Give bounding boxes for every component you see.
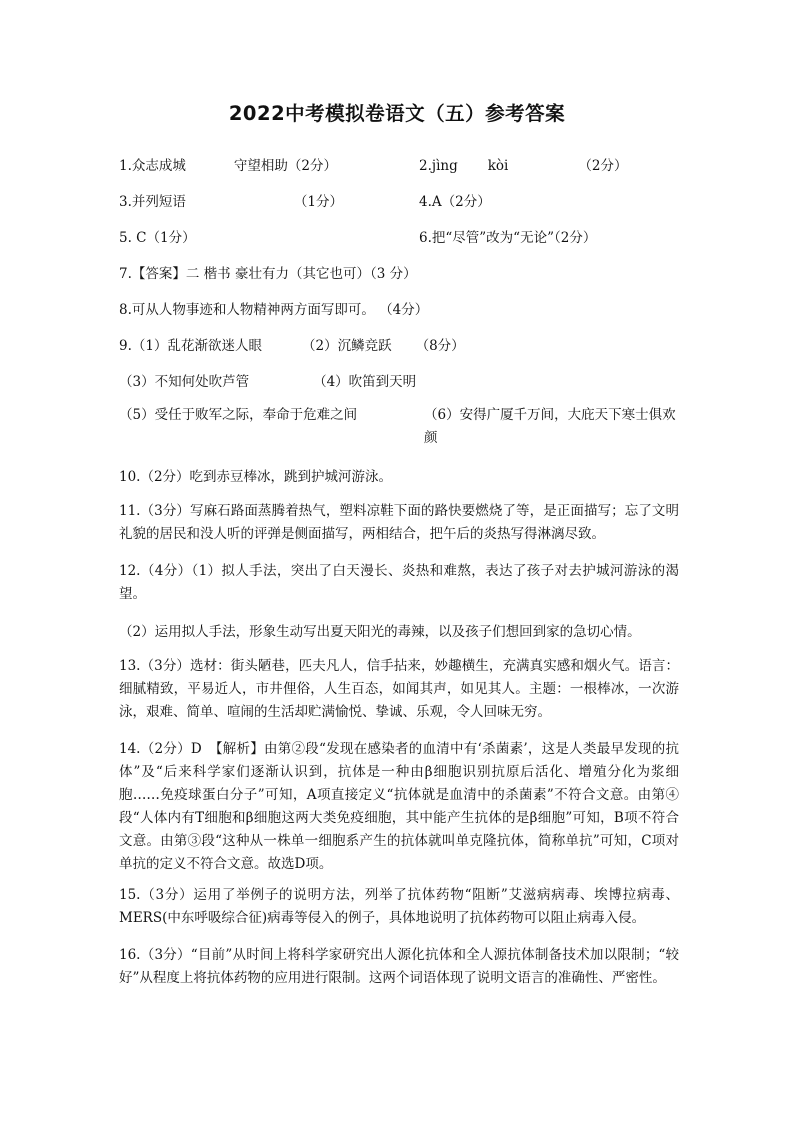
answer-2-b: kòi <box>487 158 509 174</box>
answer-15: 15.（3分）运用了举例子的说明方法，列举了抗体药物“阻断”艾滋病病毒、埃博拉病毒、MERS(中东呼吸综合征)病毒等侵入的例子，具体地说明了抗体药物可以阻止病毒入侵。 <box>119 887 679 926</box>
answer-9-part1: 9.（1）乱花渐欲迷人眼 <box>119 338 262 354</box>
answer-3-text: 3.并列短语 <box>119 194 186 210</box>
answer-9-row1 <box>119 338 465 354</box>
page-title: 2022中考模拟卷语文（五）参考答案 <box>228 102 566 125</box>
answer-1-b: 守望相助（2分） <box>233 158 337 174</box>
answer-9-part2: （2）沉鳞竞跃 <box>301 338 392 354</box>
answer-2-score: （2分） <box>578 158 628 174</box>
answer-13: 13.（3分）选材：街头陋巷，匹夫凡人，信手拈来，妙趣横生，充满真实感和烟火气。语言：细腻精致，平易近人，市井俚俗，人生百态，如闻其声，如见其人。主题：一根棒冰，一次游泳，艰难、简单、喧闹的生活却贮满愉悦、挚诚、乐观，令人回味无穷。 <box>119 658 679 720</box>
answer-8: 8.可从人物事迹和人物精神两方面写即可。 （4分） <box>119 302 429 318</box>
answer-11: 11.（3分）写麻石路面蒸腾着热气，塑料凉鞋下面的路快要燃烧了等，是正面描写；忘了文明礼貌的居民和没人听的评弹是侧面描写，两相结合，把午后的炎热写得淋漓尽致。 <box>119 503 679 542</box>
answer-6: 6.把“尽管”改为“无论”（2分） <box>419 230 597 246</box>
answer-12-part2: （2）运用拟人手法，形象生动写出夏天阳光的毒辣，以及孩子们想回到家的急切心情。 <box>119 624 641 640</box>
answer-2 <box>419 158 627 174</box>
answer-16: 16.（3分）“目前”从时间上将科学家研究出人源化抗体和全人源抗体制备技术加以限制；“较好”从程度上将抗体药物的应用进行限制。这两个词语体现了说明文语言的准确性、严密性。 <box>119 947 679 986</box>
answer-1 <box>119 158 337 174</box>
answer-9-row2 <box>119 374 416 390</box>
answer-12-part1: 12.（4分）（1）拟人手法，突出了白天漫长、炎热和难熬，表达了孩子对去护城河游泳的渴望。 <box>119 563 679 602</box>
answer-2-a: jìng <box>431 158 458 174</box>
answer-4: 4.A（2分） <box>419 194 491 210</box>
answer-14: 14.（2分）D 【解析】由第②段“发现在感染者的血清中有‘杀菌素’，这是人类最早发现的抗体”及“后来科学家们逐渐认识到，抗体是一种由β细胞识别抗原后活化、增殖分化为浆细胞……免疫球蛋白分子”可知，A项直接定义“抗体就是血清中的杀菌素”不符合文意。由第④段“人体内有T细胞和β细胞这两大类免疫细胞，其中能产生抗体的是β细胞”可知，B项不符合文意。由第③段“这种从一株单一细胞系产生的抗体就叫单克隆抗体，简称单抗”可知，C项对单抗的定义不符合文意。故选D项。 <box>119 741 679 872</box>
answer-3-score: （1分） <box>293 194 343 210</box>
answer-9-score: （8分） <box>415 338 465 354</box>
answer-5: 5. C（1分） <box>119 230 196 246</box>
answer-10: 10.（2分）吃到赤豆棒冰，跳到护城河游泳。 <box>119 469 393 485</box>
answer-9-part5: （5）受任于败军之际，奉命于危难之间 <box>119 407 358 423</box>
answer-1-a: 众志成城 <box>131 158 186 174</box>
answer-3 <box>119 194 343 210</box>
answer-9-part4: （4）吹笛到天明 <box>313 374 417 390</box>
answer-7: 7.【答案】二 楷书 豪壮有力（其它也可）（3 分） <box>119 266 417 282</box>
answer-9-part3: （3）不知何处吹芦管 <box>119 374 250 390</box>
answer-2-number: 2. <box>419 158 432 174</box>
answer-1-number: 1. <box>119 158 132 174</box>
answer-9-part6: （6）安得广厦千万间，大庇天下寒士俱欢颜 <box>424 407 676 446</box>
